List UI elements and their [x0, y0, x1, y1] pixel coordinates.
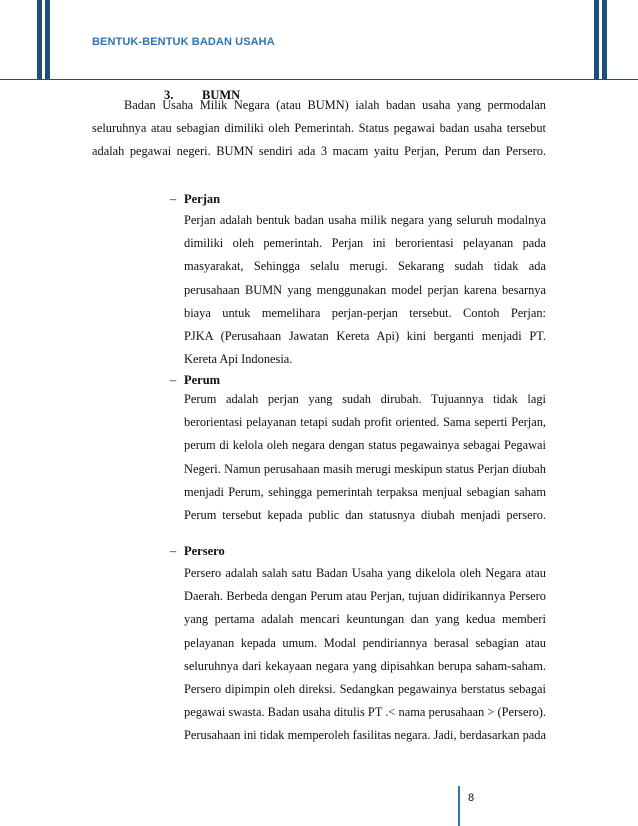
paragraph-line: dimiliki oleh pemerintah. Perjan ini berorientasi pelayanan pada [184, 236, 546, 251]
paragraph-line: biaya untuk memelihara perjan-perjan tersebut. Contoh Perjan: [184, 305, 546, 320]
subsection-heading-perum [170, 373, 220, 388]
paragraph-line: berorientasi pelayanan tetapi sudah profit oriented. Sama seperti Perjan, [184, 415, 546, 430]
paragraph-line: Kereta Api Indonesia. [184, 352, 293, 367]
dash-bullet: – [170, 544, 177, 558]
header-decor-bar [45, 0, 50, 80]
paragraph-line: seluruhnya atau sebagian dimiliki oleh Pemerintah. Status pegawai badan usaha tersebut [92, 121, 546, 136]
paragraph-line: Negeri. Namun perusahaan masih merugi meskipun status Perjan diubah [184, 461, 546, 476]
footer-divider [458, 786, 460, 826]
paragraph-line: Perjan adalah bentuk badan usaha milik negara yang seluruh modalnya [184, 213, 546, 227]
subsection-heading-perjan [170, 192, 220, 207]
paragraph-line: PJKA (Perusahaan Jawatan Kereta Api) kini berganti menjadi PT. [184, 329, 546, 344]
page-header-title: BENTUK-BENTUK BADAN USAHA [92, 36, 275, 48]
page-number: 8 [468, 792, 475, 804]
paragraph-line: Perusahaan ini tidak memperoleh fasilitas negara. Jadi, berdasarkan pada [184, 728, 546, 743]
dash-bullet: – [170, 192, 177, 206]
header-decor-bar [594, 0, 599, 80]
paragraph-line: perusahaan BUMN yang menggunakan model perjan karena besarnya [184, 282, 546, 297]
intro-paragraph [92, 94, 546, 164]
paragraph-line: masyarakat, Sehingga selalu merugi. Sekarang sudah tidak ada [184, 259, 546, 274]
paragraph-line: Perum tersebut kepada public dan statusnya diubah menjadi persero. [184, 508, 546, 523]
paragraph-line: seluruhnya dari kekayaan negara yang dipisahkan berupa saham-saham. [184, 658, 546, 673]
section-number: 3. [164, 88, 174, 102]
paragraph-line: pelayanan kepada umum. Modal pendiriannya berasal sebagian atau [184, 635, 546, 650]
subsection-heading-persero [170, 544, 225, 559]
perum-paragraph [184, 388, 546, 527]
perjan-paragraph [184, 209, 546, 371]
persero-paragraph [184, 562, 546, 748]
paragraph-line: Badan Usaha Milik Negara (atau BUMN) ialah badan usaha yang permodalan [124, 98, 546, 112]
paragraph-line: pegawai swasta. Badan usaha ditulis PT .< nama perusahaan > (Persero). [184, 705, 546, 720]
paragraph-line: Persero adalah salah satu Badan Usaha yang dikelola oleh Negara atau [184, 566, 546, 580]
header-decor-bar [37, 0, 42, 80]
paragraph-line: perum di kelola oleh negara dengan status pegawainya sebagai Pegawai [184, 438, 546, 453]
paragraph-line: Perum adalah perjan yang sudah dirubah. Tujuannya tidak lagi [184, 392, 546, 406]
subsection-title: Persero [184, 544, 225, 558]
dash-bullet: – [170, 373, 177, 387]
header-decor-bar [602, 0, 607, 80]
paragraph-line: Persero dipimpin oleh direksi. Sedangkan pegawainya berstatus sebagai [184, 682, 546, 697]
header-divider [0, 79, 638, 80]
section-title: BUMN [202, 88, 241, 102]
paragraph-line: adalah pegawai negeri. BUMN sendiri ada 3 macam yaitu Perjan, Perum dan Persero. [92, 144, 546, 159]
paragraph-line: Daerah. Berbeda dengan Perum atau Perjan, tujuan didirikannya Persero [184, 589, 546, 604]
paragraph-line: yang pertama adalah mencari keuntungan dan yang kedua memberi [184, 612, 546, 627]
subsection-title: Perjan [184, 192, 221, 206]
paragraph-line: menjadi Perum, sehingga pemerintah terpaksa menjual sebagian saham [184, 484, 546, 499]
subsection-title: Perum [184, 373, 221, 387]
